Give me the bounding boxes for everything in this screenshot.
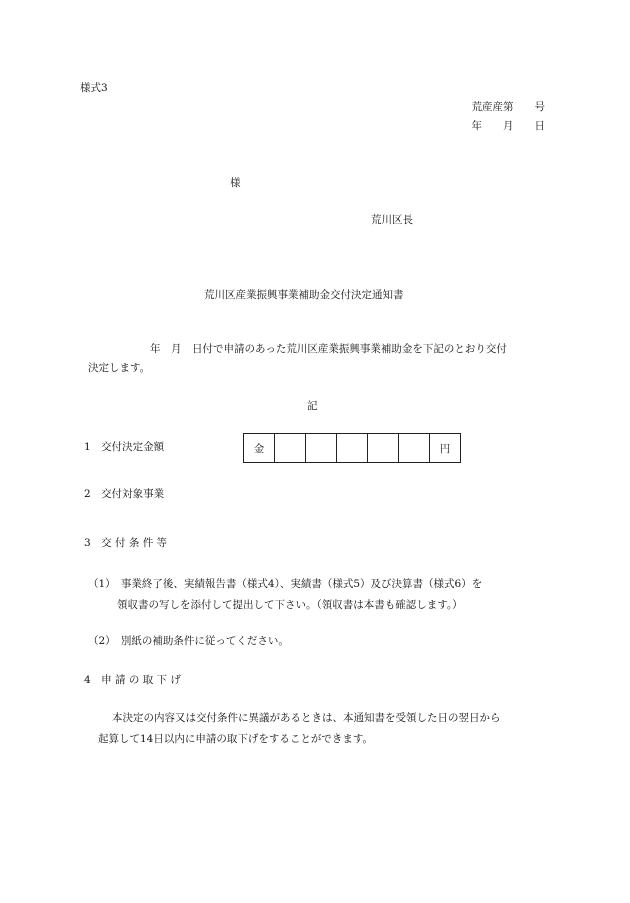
ki-heading: 記 xyxy=(307,400,318,412)
amount-digit-cell xyxy=(368,434,399,462)
section-4-label: 4 申 請 の 取 下 げ xyxy=(84,674,181,686)
document-number: 荒産産第 号 xyxy=(471,101,545,113)
amount-digit-cell xyxy=(275,434,306,462)
section-4-text-line-2: 起算して14日以内に申請の取下げをすることができます。 xyxy=(98,733,374,745)
section-2-label: 2 交付対象事業 xyxy=(84,488,165,500)
section-3-item-1-line-2: 領収書の写しを添付して提出して下さい。（領収書は本書も確認します。） xyxy=(117,599,463,611)
section-3-label: 3 交 付 条 件 等 xyxy=(84,537,168,549)
amount-suffix-cell: 円 xyxy=(430,434,461,462)
intro-line-2: 決定します。 xyxy=(88,362,151,374)
section-1-label: 1 交付決定金額 xyxy=(84,441,165,453)
section-4-text-line-1: 本決定の内容又は交付条件に異議があるときは、本通知書を受領した日の翌日から xyxy=(112,712,501,724)
amount-digit-cell xyxy=(337,434,368,462)
document-title: 荒川区産業振興事業補助金交付決定通知書 xyxy=(204,289,404,301)
addressee-suffix: 様 xyxy=(230,177,241,189)
intro-line-1: 年 月 日付で申請のあった荒川区産業振興事業補助金を下記のとおり交付 xyxy=(150,343,507,355)
amount-digit-cell xyxy=(399,434,430,462)
issue-date: 年 月 日 xyxy=(471,120,545,132)
issuer-name: 荒川区長 xyxy=(371,214,413,226)
amount-digit-cell xyxy=(306,434,337,462)
form-number: 様式3 xyxy=(80,82,108,94)
section-3-item-1-line-1: （1） 事業終了後、実績報告書（様式4）、実績書（様式5）及び決算書（様式6）を xyxy=(88,578,483,590)
section-3-item-2: （2） 別紙の補助条件に従ってください。 xyxy=(88,635,289,647)
amount-grid xyxy=(243,433,461,463)
amount-prefix-cell: 金 xyxy=(244,434,275,462)
